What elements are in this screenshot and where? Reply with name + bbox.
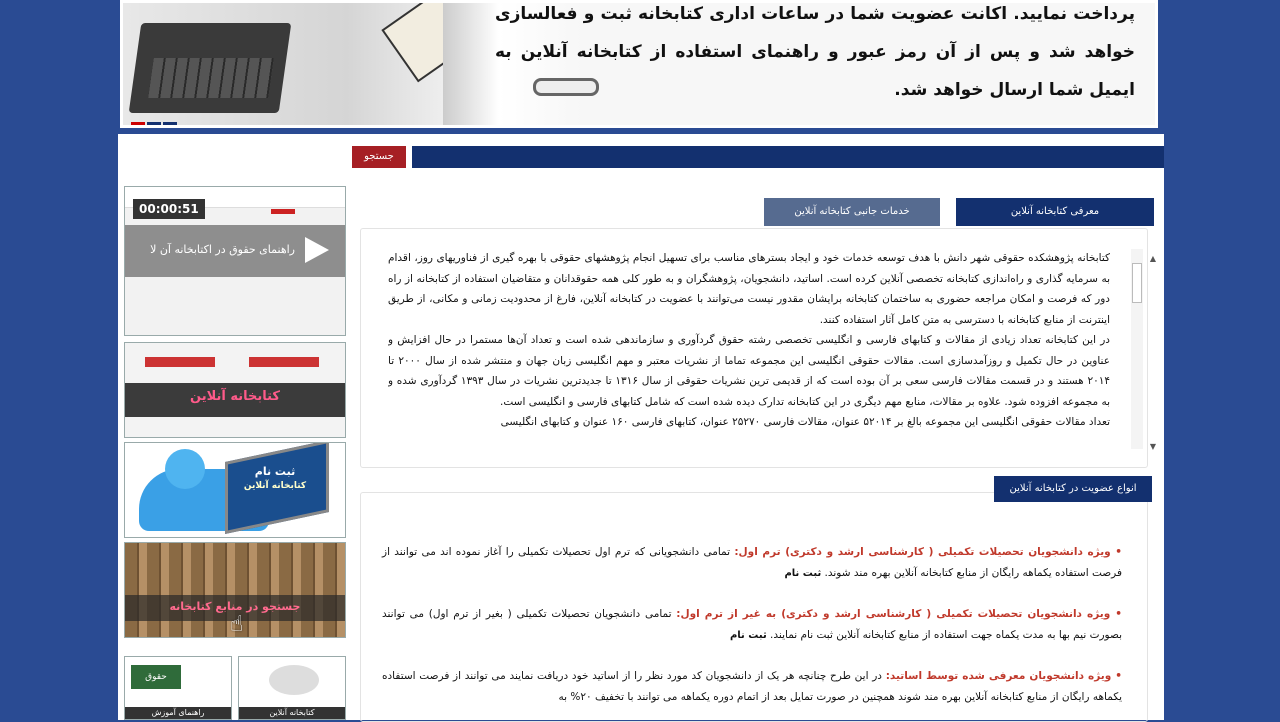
- membership-title: • ویژه دانشجویان تحصیلات تکمیلی ( کارشناسی ارشد و دکتری) به غیر از ترم اول:: [676, 608, 1122, 620]
- membership-body: تمامی دانشجویانی که ترم اول تحصیلات تکمیلی را آغاز نموده اند می توانند از فرصت استفاده یکماهه رایگان از منابع کتابخانه آنلاین بهره مند شوند.: [382, 546, 1122, 579]
- chalkboard-label: حقوق: [131, 665, 181, 689]
- slider-dot[interactable]: [163, 122, 177, 128]
- tile-small-left[interactable]: [124, 656, 232, 720]
- membership-title: • ویژه دانشجویان تحصیلات تکمیلی ( کارشناسی ارشد و دکتری) ترم اول:: [734, 546, 1122, 558]
- intro-paragraph: تعداد مقالات حقوقی انگلیسی این مجموعه بالغ بر ۵۲۰۱۴ عنوان، مقالات فارسی ۲۵۲۷۰ عنوان، کتابهای فارسی ۱۶۰ عنوان و کتابهای انگلیسی: [500, 416, 1110, 428]
- video-player[interactable]: [124, 186, 346, 336]
- tile-label: کتابخانه آنلاین: [190, 389, 280, 404]
- scroll-up-icon[interactable]: ▲: [1149, 254, 1156, 263]
- tile-online-library[interactable]: [124, 342, 346, 438]
- person-head-icon: [165, 449, 205, 489]
- membership-body: در این طرح چنانچه هر یک از دانشجویان کد مورد نظر را از اساتید خود دریافت نمایند می توانند از فرصت استفاده یکماهه رایگان از منابع کتابخانه آنلاین بهره مند شوند همچنین در صورت تمایل بعد از اتمام دوره یکماهه می توانند با تخفیف ۲۰% به: [382, 670, 1122, 703]
- tile-label: جستجو در منابع کتابخانه: [169, 600, 301, 613]
- register-line2: کتابخانه آنلاین: [243, 481, 307, 491]
- tile-caption: کتابخانه آنلاین: [239, 707, 345, 719]
- slider-dots[interactable]: [131, 115, 191, 125]
- tab-bar: [758, 198, 1154, 228]
- main-page: [118, 134, 1164, 720]
- register-line1: ثبت نام: [254, 465, 296, 478]
- intro-scrollbar[interactable]: [1131, 249, 1143, 449]
- tab-library-intro[interactable]: معرفی کتابخانه آنلاین: [956, 198, 1154, 226]
- video-red-tab: [271, 209, 295, 214]
- intro-paragraph: کتابخانه پژوهشکده حقوقی شهر دانش با هدف توسعه خدمات خود و ایجاد بسترهای مناسب برای تسهیل انجام پژوهشهای حقوقی با بهره گیری از فناوریهای روز، اقدام به سرمایه گذاری و راه‌اندازی کتابخانه تخصصی آنلاین کرده است. اساتید، دانشجویان، پژوهشگران و به طور کلی همه حقوقدانان و متقاضیان استفاده از کتابخانه از راه دور که فرصت و امکان مراجعه حضوری به ساختمان کتابخانه برایشان مقدور نیست می‌توانند با عضویت در کتابخانه آنلاین، فارغ از محدودیت زمانی و مکانی، از طریق اینترنت از منابع کتابخانه با دسترسی به متن کامل آثار استفاده کنند.: [388, 252, 1110, 326]
- register-link[interactable]: ثبت نام: [729, 630, 767, 641]
- search-bar[interactable]: [412, 146, 1164, 168]
- membership-body: تمامی دانشجویان تحصیلات تکمیلی ( بغیر از ترم اول) می توانند بصورت نیم بها به مدت یکماه جهت استفاده از منابع کتابخانه آنلاین ثبت نام نمایند.: [382, 608, 1122, 641]
- membership-title: • ویژه دانشجویان معرفی شده توسط اساتید:: [885, 670, 1122, 682]
- hand-cursor-icon: ☝: [230, 612, 244, 637]
- figure-icon: [269, 665, 319, 695]
- tile-small-right[interactable]: [238, 656, 346, 720]
- thumb-bar: [145, 357, 215, 367]
- play-icon[interactable]: [305, 237, 329, 263]
- register-link[interactable]: ثبت نام: [784, 568, 822, 579]
- top-banner: [120, 0, 1158, 128]
- search-button[interactable]: جستجو: [352, 146, 406, 168]
- scroll-thumb[interactable]: [1132, 263, 1142, 303]
- scroll-down-icon[interactable]: ▼: [1149, 442, 1156, 451]
- tab-side-services[interactable]: خدمات جانبی کتابخانه آنلاین: [764, 198, 940, 226]
- slider-dot[interactable]: [147, 122, 161, 128]
- video-timer: 00:00:51: [133, 199, 205, 219]
- slider-dot[interactable]: [131, 122, 145, 128]
- membership-item: [382, 542, 1122, 584]
- tile-register[interactable]: [124, 442, 346, 538]
- membership-item: [382, 604, 1122, 646]
- membership-heading: انواع عضویت در کتابخانه آنلاین: [994, 476, 1152, 502]
- keyboard-image: [148, 58, 274, 98]
- register-text: [235, 465, 315, 493]
- thumb-bar: [249, 357, 319, 367]
- intro-text: [388, 248, 1110, 458]
- tile-caption: راهنمای آموزش: [125, 707, 231, 719]
- membership-item: [382, 666, 1122, 708]
- video-title: راهنمای حقوق در اکتابخانه آن لا: [150, 243, 295, 256]
- banner-text: پرداخت نمایید. اکانت عضویت شما در ساعات اداری کتابخانه ثبت و فعالسازی خواهد شد و پس از آن رمز عبور و راهنمای استفاده از کتابخانه آنلاین به ایمیل شما ارسال خواهد شد.: [495, 4, 1135, 100]
- intro-paragraph: در این کتابخانه تعداد زیادی از مقالات و کتابهای فارسی و انگلیسی تخصصی رشته حقوق گردآوری و سازماندهی شده است و تعداد آن‌ها مستمرا در حال افزایش و عناوین در حال تکمیل و روزآمدسازی است. مقالات حقوقی انگلیسی این مجموعه تماما از نشریات معتبر و مهم انگلیسی زبان جهان و منتشر شده از سال ۲۰۰۰ تا ۲۰۱۴ هستند و در قسمت مقالات فارسی سعی بر آن بوده است که از قدیمی ترین نشریات حقوقی از سال ۱۳۱۶ تا جدیدترین نشریات در سال ۱۳۹۳ گردآوری شده و به مجموعه افزوده شود. علاوه بر مقالات، منابع مهم دیگری در این کتابخانه تدارک دیده شده است که شامل کتابهای فارسی و انگلیسی است.: [388, 334, 1110, 408]
